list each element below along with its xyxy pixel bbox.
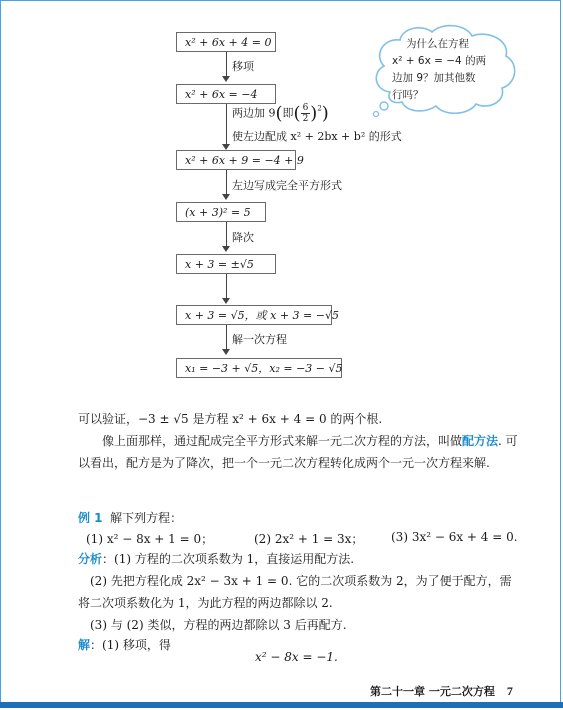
flow-arrow [222,76,230,82]
example-heading [78,507,533,529]
flow-box-3: x² + 6x + 9 = −4 + 9 [176,150,296,170]
analysis-1 [78,548,533,570]
flow-box-1: x² + 6x + 4 = 0 [176,32,276,52]
flow-box-5: x + 3 = ±√5 [176,254,276,274]
solution-equation: x² − 8x = −1. [255,650,338,664]
flow-connector [226,274,227,300]
fraction-numerator: 6 [302,103,309,113]
equation-2: (2) 2x² + 1 = 3x； [254,532,364,546]
flow-arrow [222,194,230,200]
flow-step-label: 两边加 9(即( $\frac{6}{2}$ )$^2$) [232,103,329,124]
flow-box-7: x₁ = −3 + √5，x₂ = −3 − √5 [176,358,342,378]
example-text: 解下列方程： [110,511,183,525]
example-label: 例 1 [78,511,103,525]
flow-arrow [222,298,230,304]
flow-connector [226,52,227,78]
footer-chapter: 第二十一章 一元二次方程 [370,685,495,698]
paren: ) [310,103,318,124]
paren: ) [321,103,329,124]
cloud-text [392,36,504,104]
flow-box-4: (x + 3)² = 5 [176,202,266,222]
fraction [301,103,311,124]
equation-3: (3) 3x² − 6x + 4 = 0. [391,530,518,544]
flow-box-2: x² + 6x = −4 [176,84,276,104]
flow-connector [226,104,227,146]
cloud-line: 为什么在方程 [406,38,469,50]
flow-step-label: 左边写成完全平方形式 [232,179,342,192]
flow-step-label: 解一次方程 [232,333,287,346]
paragraph-method [78,430,523,474]
flow-step-text: 两边加 9 [232,106,276,120]
cloud-line: x² + 6x = −4 的两 [392,55,487,67]
flow-arrow [222,246,230,252]
flow-arrow [222,349,230,355]
analysis-3: (3) 与 (2) 类似，方程的两边都除以 3 后再配方. [90,618,347,632]
method-text-post: . 可以看出，配方是为了降次，把一个一元二次方程转化成两个一元一次方程来解. [78,434,518,470]
paren: ( [275,103,283,124]
term-pei-fang-fa: 配方法 [462,434,499,448]
fraction-denominator: 2 [302,114,309,124]
page-footer [370,683,513,699]
solution-text: ：(1) 移项，得 [90,638,171,652]
paragraph-verify: 可以验证，−3 ± √5 是方程 x² + 6x + 4 = 0 的两个根. [78,412,383,426]
flow-connector [226,222,227,248]
equation-1: (1) x² − 8x + 1 = 0； [86,532,214,546]
cloud-line: 边加 9？加其他数 [392,72,476,84]
flow-step-label: 移项 [232,60,254,73]
flow-box-6: x + 3 = √5，或 x + 3 = −√5 [176,305,332,325]
flow-step-label: 降次 [232,231,254,244]
cloud-line: 行吗？ [392,89,424,101]
solution-label: 解 [78,638,91,652]
analysis-text-1: ：(1) 方程的二次项系数为 1，直接运用配方法. [102,552,355,566]
thought-cloud [370,22,520,118]
page-number: 7 [506,684,513,698]
flow-step-ji: 即 [282,106,294,120]
method-text-pre: 像上面那样，通过配成完全平方形式来解一元二次方程的方法，叫做 [102,434,463,448]
flow-connector [226,170,227,196]
paren: ( [293,103,301,124]
flow-step-label: 使左边配成 x² + 2bx + b² 的形式 [232,130,402,143]
bottom-rule [0,702,563,708]
analysis-2: (2) 先把方程化成 2x² − 3x + 1 = 0. 它的二次项系数为 2，为了便于配方，需将二次项系数化为 1，为此方程的两边都除以 2. [78,574,512,610]
analysis-label: 分析 [78,552,103,566]
flow-connector [226,325,227,351]
example-equations [86,530,536,550]
